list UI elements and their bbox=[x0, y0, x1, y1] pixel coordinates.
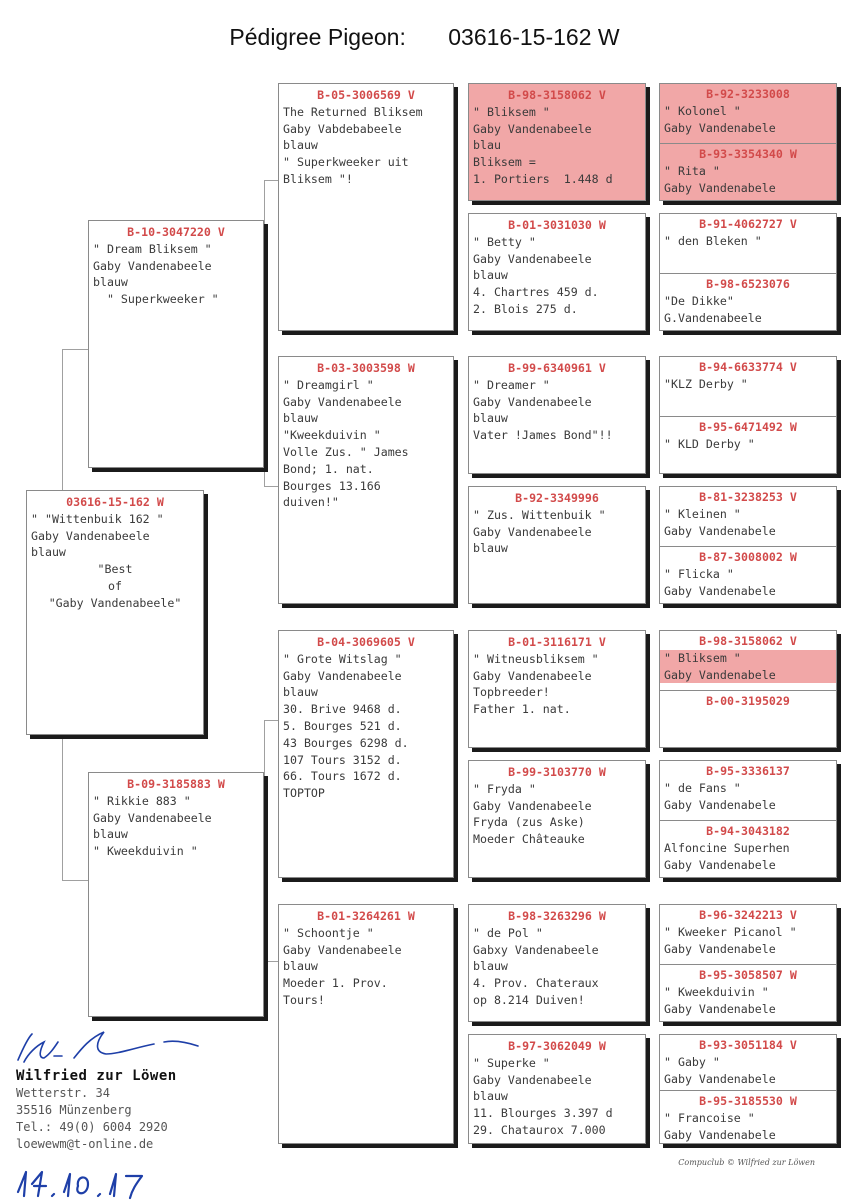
pigeon-info-line: " Kleinen " bbox=[664, 506, 741, 521]
pigeon-info-line: 1. Portiers 1.448 d bbox=[473, 171, 613, 186]
pigeon-info bbox=[93, 241, 259, 308]
pigeon-info-line: " "Wittenbuik 162 " bbox=[31, 511, 164, 526]
pigeon-info-line: Gaby Vandenabele bbox=[664, 120, 776, 135]
pigeon-card-great-grandparent bbox=[468, 760, 646, 878]
ring-number: B-98-3263296 W bbox=[508, 909, 606, 923]
breeder-phone: Tel.: 49(0) 6004 2920 bbox=[16, 1120, 168, 1134]
pigeon-info-line: "Gaby Vandenabeele" bbox=[48, 595, 182, 610]
pigeon-info-line: " Dreamgirl " bbox=[283, 377, 374, 392]
pigeon-info-line: 4. Prov. Chateraux bbox=[473, 976, 599, 991]
pigeon-parent-top bbox=[660, 1035, 836, 1090]
pigeon-info-line: "Kweekduivin " bbox=[283, 428, 381, 443]
pigeon-pair-card bbox=[659, 486, 837, 604]
pigeon-card-sire bbox=[88, 220, 264, 468]
pigeon-parent-top bbox=[660, 905, 836, 964]
pigeon-info-line: TOPTOP bbox=[283, 786, 325, 801]
pigeon-info-line: " den Bleken " bbox=[664, 233, 762, 248]
pigeon-info-line: Gaby Vandenabeele bbox=[473, 524, 592, 539]
pigeon-info-line: 2. Blois 275 d. bbox=[473, 301, 578, 316]
pigeon-info-line: Gaby Vandenabele bbox=[664, 667, 776, 682]
pigeon-info-line: " Fryda " bbox=[473, 781, 536, 796]
pigeon-info bbox=[473, 104, 641, 188]
pigeon-info-line: Gaby Vandenabele bbox=[664, 180, 776, 195]
pigeon-parent-top bbox=[660, 761, 836, 820]
pigeon-info-line: Moeder 1. Prov. bbox=[283, 976, 388, 991]
pigeon-info-line: duiven!" bbox=[283, 495, 339, 510]
title-label: Pédigree Pigeon: bbox=[229, 24, 406, 50]
pigeon-info bbox=[93, 793, 259, 860]
pigeon-parent-bottom bbox=[660, 143, 836, 201]
pigeon-info-line: " Kolonel " bbox=[664, 103, 741, 118]
pigeon-info bbox=[283, 377, 449, 511]
pigeon-info bbox=[473, 651, 641, 718]
pigeon-info-line: Gaby Vandenabele bbox=[664, 583, 776, 598]
pigeon-info-line: Gaby Vandenabele bbox=[664, 857, 776, 872]
pigeon-parent-top bbox=[660, 631, 836, 690]
pigeon-info-line: G.Vandenabeele bbox=[664, 310, 762, 325]
pigeon-info-line: Gaby Vabdebabeele bbox=[283, 121, 402, 136]
pigeon-info-line: blauw bbox=[283, 411, 318, 426]
pigeon-info-line: Gaby Vandenabele bbox=[664, 941, 776, 956]
pigeon-info-line: Bliksem = bbox=[473, 155, 536, 170]
pigeon-info-line: " Grote Witslag " bbox=[283, 651, 402, 666]
pigeon-info-line: Gaby Vandenabeele bbox=[93, 810, 212, 825]
connector-gen2-bot bbox=[264, 720, 279, 962]
pigeon-info-line: Gaby Vandenabele bbox=[664, 1127, 776, 1142]
pigeon-info-line: " Gaby " bbox=[664, 1054, 720, 1069]
pigeon-info-line: Gabxy Vandenabeele bbox=[473, 942, 599, 957]
ring-number: B-05-3006569 V bbox=[317, 88, 415, 102]
breeder-email: loewewm@t-online.de bbox=[16, 1137, 154, 1151]
ring-number: B-93-3354340 W bbox=[699, 147, 797, 161]
ring-number: B-00-3195029 bbox=[706, 694, 790, 708]
title-ring: 03616-15-162 W bbox=[448, 24, 620, 50]
pigeon-info bbox=[473, 925, 641, 1009]
pigeon-info-line: " Kweekduivin " bbox=[664, 984, 769, 999]
pigeon-parent-bottom bbox=[660, 546, 836, 604]
pigeon-info-line: Gaby Vandenabeele bbox=[473, 394, 592, 409]
pigeon-info-line: " de Pol " bbox=[473, 925, 543, 940]
pigeon-info-line: " Kweeker Picanol " bbox=[664, 924, 797, 939]
breeder-city: 35516 Münzenberg bbox=[16, 1103, 132, 1117]
ring-number: B-95-6471492 W bbox=[699, 420, 797, 434]
pigeon-info-line: blauw bbox=[473, 411, 508, 426]
pigeon-card-grandparent bbox=[278, 83, 454, 331]
ring-number: B-96-3242213 V bbox=[699, 908, 797, 922]
pigeon-info-line: blauw bbox=[473, 1089, 508, 1104]
ring-number: B-98-3158062 V bbox=[699, 634, 797, 648]
pedigree-title bbox=[0, 24, 849, 51]
ring-number: B-95-3058507 W bbox=[699, 968, 797, 982]
pigeon-info-line: Gaby Vandenabeele bbox=[93, 258, 212, 273]
pigeon-info-line: " Superkweeker uit bbox=[283, 155, 409, 170]
ring-number: B-98-6523076 bbox=[706, 277, 790, 291]
ring-number: B-03-3003598 W bbox=[317, 361, 415, 375]
pigeon-pair-card bbox=[659, 1034, 837, 1144]
pigeon-info-line: 30. Brive 9468 d. bbox=[283, 702, 402, 717]
ring-number: B-91-4062727 V bbox=[699, 217, 797, 231]
ring-number: B-01-3116171 V bbox=[508, 635, 606, 649]
pigeon-info-line: Gaby Vandenabeele bbox=[283, 394, 402, 409]
pigeon-parent-bottom bbox=[660, 416, 836, 474]
ring-number: B-04-3069605 V bbox=[317, 635, 415, 649]
pigeon-parent-top bbox=[660, 214, 836, 273]
pigeon-info-line: blauw bbox=[473, 959, 508, 974]
pigeon-info-line: Fryda (zus Aske) bbox=[473, 815, 585, 830]
ring-number: B-95-3336137 bbox=[706, 764, 790, 778]
pigeon-info-line: Gaby Vandenabeele bbox=[473, 121, 592, 136]
pigeon-info-line: Moeder Châteauke bbox=[473, 832, 585, 847]
pigeon-info bbox=[31, 511, 199, 612]
pigeon-info-line: " Schoontje " bbox=[283, 925, 374, 940]
pigeon-info-line: Alfoncine Superhen bbox=[664, 840, 790, 855]
pigeon-info-line: Volle Zus. " James bbox=[283, 444, 409, 459]
pigeon-info-line: " Dreamer " bbox=[473, 377, 550, 392]
pigeon-info-line: 4. Chartres 459 d. bbox=[473, 285, 599, 300]
pigeon-card-great-grandparent bbox=[468, 1034, 646, 1144]
pigeon-info-line: Gaby Vandenabeele bbox=[473, 251, 592, 266]
pigeon-info-line: Gaby Vandenabeele bbox=[473, 798, 592, 813]
ring-number: B-97-3062049 W bbox=[508, 1039, 606, 1053]
ring-number: B-94-6633774 V bbox=[699, 360, 797, 374]
handwritten-date bbox=[14, 1166, 164, 1200]
pigeon-card-dam bbox=[88, 772, 264, 1017]
pigeon-info-line: of bbox=[108, 578, 122, 593]
pigeon-parent-top bbox=[660, 84, 836, 143]
connector-gen2-top bbox=[264, 180, 279, 487]
pigeon-pair-card bbox=[659, 904, 837, 1022]
pigeon-card-grandparent bbox=[278, 630, 454, 878]
pigeon-card-grandparent bbox=[278, 904, 454, 1144]
ring-number: B-92-3349996 bbox=[515, 491, 599, 505]
pigeon-info-line: Gaby Vandenabeele bbox=[473, 1072, 592, 1087]
ring-number: B-01-3264261 W bbox=[317, 909, 415, 923]
ring-number: 03616-15-162 W bbox=[66, 495, 164, 509]
pigeon-info-line: Gaby Vandenabeele bbox=[283, 668, 402, 683]
breeder-street: Wetterstr. 34 bbox=[16, 1086, 110, 1100]
pigeon-card-main bbox=[26, 490, 204, 735]
pigeon-info-line: Bliksem "! bbox=[283, 171, 353, 186]
pigeon-info-line: " Francoise " bbox=[664, 1110, 755, 1125]
pigeon-pair-card bbox=[659, 213, 837, 331]
signature-image bbox=[14, 1024, 214, 1070]
pigeon-info-line: Gaby Vandenabeele bbox=[31, 528, 150, 543]
pigeon-pair-card bbox=[659, 760, 837, 878]
pigeon-info-line: 5. Bourges 521 d. bbox=[283, 718, 402, 733]
pigeon-info-line: " KLD Derby " bbox=[664, 436, 755, 451]
pigeon-pair-card bbox=[659, 83, 837, 201]
ring-number: B-98-3158062 V bbox=[508, 88, 606, 102]
pigeon-info bbox=[473, 781, 641, 848]
pigeon-info-line: blauw bbox=[473, 268, 508, 283]
pigeon-info-line: Gaby Vandenabele bbox=[664, 797, 776, 812]
ring-number: B-99-3103770 W bbox=[508, 765, 606, 779]
pigeon-info-line: " Rikkie 883 " bbox=[93, 793, 191, 808]
pigeon-info-line: The Returned Bliksem bbox=[283, 104, 423, 119]
pigeon-parent-top bbox=[660, 487, 836, 546]
pigeon-info-line: " Betty " bbox=[473, 234, 536, 249]
pigeon-info-line: "KLZ Derby " bbox=[664, 376, 748, 391]
ring-number: B-99-6340961 V bbox=[508, 361, 606, 375]
pigeon-info-line: " Rita " bbox=[664, 163, 720, 178]
pigeon-info bbox=[283, 651, 449, 802]
pigeon-info-line: Gaby Vandenabeele bbox=[283, 942, 402, 957]
pigeon-info-line: blauw bbox=[31, 545, 66, 560]
ring-number: B-92-3233008 bbox=[706, 87, 790, 101]
pigeon-info-line: blauw bbox=[473, 541, 508, 556]
pigeon-parent-bottom bbox=[660, 690, 836, 748]
ring-number: B-09-3185883 W bbox=[127, 777, 225, 791]
ring-number: B-87-3008002 W bbox=[699, 550, 797, 564]
pigeon-info-line: blauw bbox=[93, 827, 128, 842]
ring-number: B-95-3185530 W bbox=[699, 1094, 797, 1108]
pigeon-info-line: " Flicka " bbox=[664, 566, 734, 581]
ring-number: B-81-3238253 V bbox=[699, 490, 797, 504]
pigeon-info-line: blauw bbox=[283, 959, 318, 974]
pigeon-pair-card bbox=[659, 356, 837, 474]
footer-credit: Compuclub © Wilfried zur Löwen bbox=[678, 1158, 815, 1167]
pigeon-info-line: " Bliksem " bbox=[664, 650, 741, 665]
pigeon-parent-bottom bbox=[660, 820, 836, 878]
pigeon-info-line: blauw bbox=[93, 275, 128, 290]
pigeon-info bbox=[283, 925, 449, 1009]
pigeon-info-line: blau bbox=[473, 138, 501, 153]
pigeon-info-line: "De Dikke" bbox=[664, 293, 734, 308]
pigeon-card-great-grandparent bbox=[468, 630, 646, 748]
pigeon-info-line: Father 1. nat. bbox=[473, 702, 571, 717]
pigeon-card-great-grandparent bbox=[468, 213, 646, 331]
pigeon-card-great-grandparent bbox=[468, 83, 646, 201]
ring-number: B-93-3051184 V bbox=[699, 1038, 797, 1052]
pigeon-info-line: Vater !James Bond"!! bbox=[473, 428, 613, 443]
pigeon-info-line: Gaby Vandenabeele bbox=[473, 668, 592, 683]
pigeon-info-line: " de Fans " bbox=[664, 780, 741, 795]
pigeon-card-great-grandparent bbox=[468, 356, 646, 474]
pigeon-info-line: 29. Chataurox 7.000 bbox=[473, 1122, 606, 1137]
pigeon-card-grandparent bbox=[278, 356, 454, 604]
pigeon-info-line: blauw bbox=[283, 138, 318, 153]
breeder-name: Wilfried zur Löwen bbox=[16, 1068, 177, 1084]
ring-number: B-94-3043182 bbox=[706, 824, 790, 838]
ring-number: B-10-3047220 V bbox=[127, 225, 225, 239]
pigeon-info bbox=[473, 377, 641, 444]
pigeon-card-great-grandparent bbox=[468, 904, 646, 1022]
pigeon-parent-bottom bbox=[660, 1090, 836, 1144]
pigeon-info-line: op 8.214 Duiven! bbox=[473, 992, 585, 1007]
pigeon-info bbox=[473, 1055, 641, 1139]
pigeon-info-line: "Best bbox=[97, 562, 133, 577]
breeder-address bbox=[16, 1068, 177, 1153]
pigeon-info-line: " Dream Bliksem " bbox=[93, 241, 212, 256]
ring-number: B-01-3031030 W bbox=[508, 218, 606, 232]
pigeon-card-great-grandparent bbox=[468, 486, 646, 604]
pigeon-info-line: " Zus. Wittenbuik " bbox=[473, 507, 606, 522]
pigeon-info-line: " Kweekduivin " bbox=[93, 844, 198, 859]
pigeon-info-line: " Witneusbliksem " bbox=[473, 651, 599, 666]
pigeon-info-line: Bourges 13.166 bbox=[283, 478, 381, 493]
pigeon-info-line: 107 Tours 3152 d. bbox=[283, 752, 402, 767]
pigeon-info-line: Gaby Vandenabele bbox=[664, 1001, 776, 1016]
pigeon-info-line: 66. Tours 1672 d. bbox=[283, 769, 402, 784]
pigeon-parent-top bbox=[660, 357, 836, 416]
pigeon-info bbox=[283, 104, 449, 188]
pigeon-parent-bottom bbox=[660, 273, 836, 331]
pigeon-info bbox=[473, 507, 641, 557]
pigeon-info-line: Topbreeder! bbox=[473, 685, 550, 700]
pigeon-info-line: Tours! bbox=[283, 992, 325, 1007]
pigeon-info-line: 43 Bourges 6298 d. bbox=[283, 735, 409, 750]
pigeon-info bbox=[473, 234, 641, 318]
pigeon-parent-bottom bbox=[660, 964, 836, 1022]
pigeon-info-line: " Superkweeker " bbox=[93, 292, 219, 307]
pigeon-pair-card bbox=[659, 630, 837, 748]
pigeon-info-line: Gaby Vandenabele bbox=[664, 523, 776, 538]
pigeon-info-line: " Bliksem " bbox=[473, 104, 550, 119]
pigeon-info-line: Bond; 1. nat. bbox=[283, 461, 374, 476]
pigeon-info-line: 11. Blourges 3.397 d bbox=[473, 1106, 613, 1121]
pigeon-info-line: blauw bbox=[283, 685, 318, 700]
pigeon-info-line: Gaby Vandenabele bbox=[664, 1071, 776, 1086]
pigeon-info-line: " Superke " bbox=[473, 1055, 550, 1070]
